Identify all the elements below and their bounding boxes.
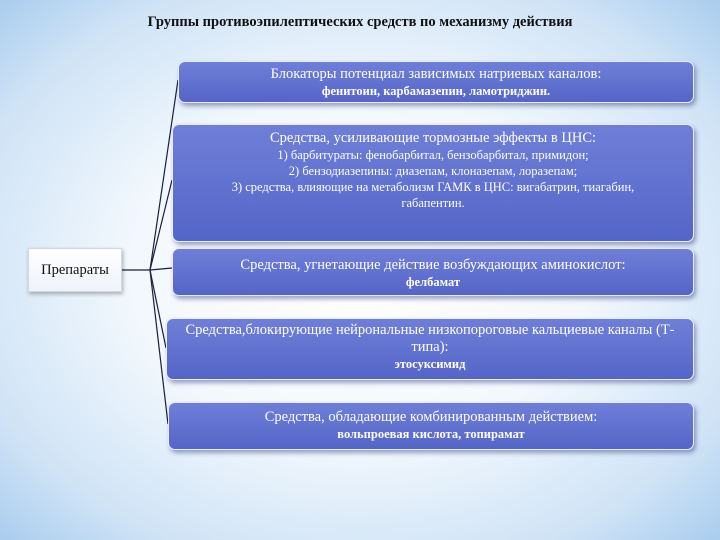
group-t-type-calcium-blockers <box>166 318 694 380</box>
slide-title: Группы противоэпилептических средств по механизму действия <box>147 14 573 30</box>
group-combined-action <box>168 402 694 450</box>
group-heading: Средства, обладающие комбинированным действием: <box>264 409 598 425</box>
group-drugs: этосуксимид <box>394 357 466 371</box>
group-drugs: фенитоин, карбамазепин, ламотриджин. <box>321 84 551 98</box>
group-drugs: вольпроевая кислота, топирамат <box>337 427 525 441</box>
root-node-preparations: Препараты <box>28 248 122 292</box>
group-heading: Средства,блокирующие нейрональные низкопороговые кальциевые каналы (Т-типа): <box>185 322 675 355</box>
group-cns-inhibitory-enhancers <box>172 124 694 242</box>
group-heading: Средства, угнетающие действие возбуждающих аминокислот: <box>240 257 626 273</box>
group-line-gaba-metabolism: 3) средства, влияющие на метаболизм ГАМК в ЦНС: вигабатрин, тиагабин, габапентин. <box>231 180 635 210</box>
group-drugs: фелбамат <box>405 275 461 289</box>
group-heading: Блокаторы потенциал зависимых натриевых каналов: <box>270 66 602 82</box>
group-line-benzodiazepines: 2) бензодиазепины: диазепам, клоназепам, лоразепам; <box>288 164 578 178</box>
group-excitatory-amino-acid-inhibitors <box>172 248 694 296</box>
group-heading: Средства, усиливающие тормозные эффекты в ЦНС: <box>269 130 597 146</box>
group-sodium-channel-blockers <box>178 61 694 103</box>
group-line-barbiturates: 1) барбитураты: фенобарбитал, бензобарбитал, примидон; <box>277 148 589 162</box>
